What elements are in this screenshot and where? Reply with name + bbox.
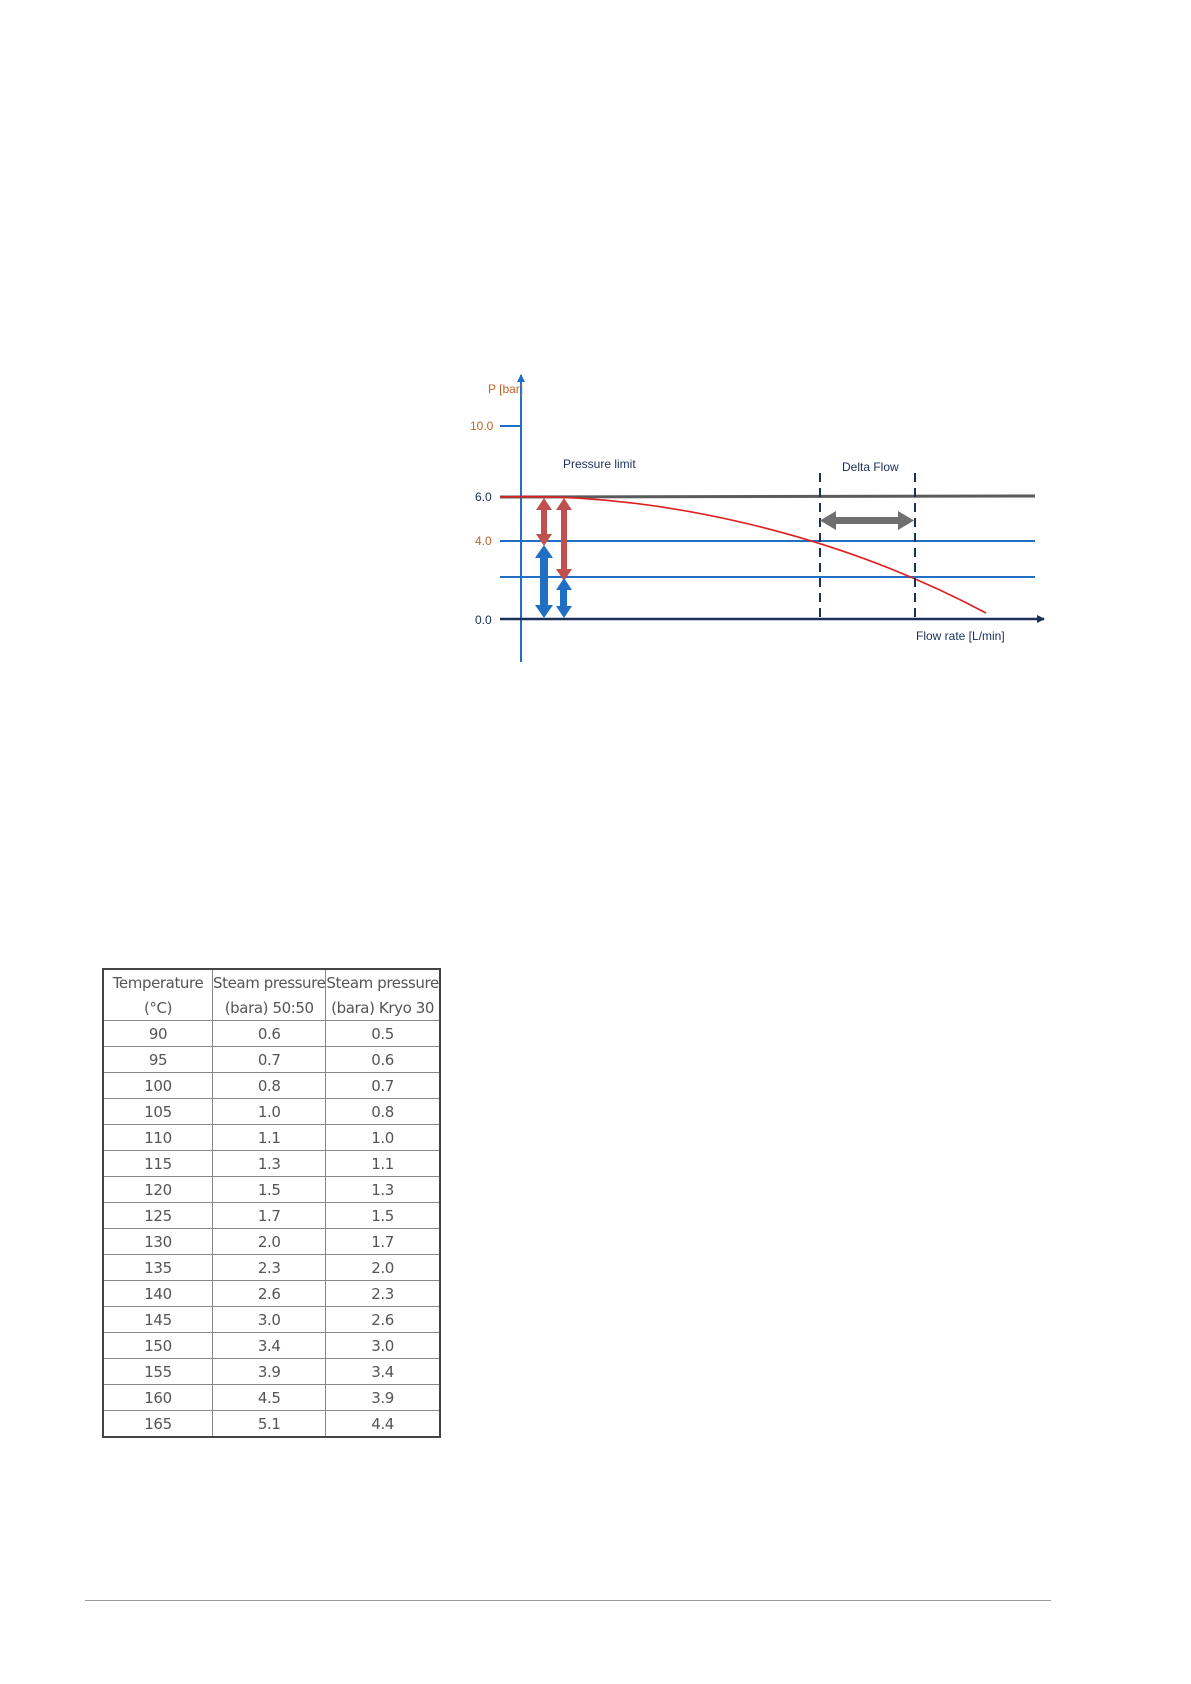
header-steam-pressure-5050: Steam pressure (213, 969, 326, 995)
pressure-5050-cell: 0.7 (213, 1047, 326, 1073)
y-tick-label-10: 10.0 (470, 419, 494, 433)
pressure-5050-cell: 2.0 (213, 1229, 326, 1255)
table-row (103, 1203, 440, 1229)
table-row (103, 1255, 440, 1281)
table-row (103, 1229, 440, 1255)
table-row (103, 1411, 440, 1438)
temperature-cell: 125 (103, 1203, 213, 1229)
pressure-5050-cell: 2.6 (213, 1281, 326, 1307)
y-tick-label-0: 0.0 (475, 613, 492, 627)
delta-flow-arrow (820, 511, 914, 530)
temperature-cell: 150 (103, 1333, 213, 1359)
pressure-5050-cell: 1.1 (213, 1125, 326, 1151)
pressure-kryo30-cell: 1.5 (326, 1203, 440, 1229)
table-row (103, 1151, 440, 1177)
pressure-kryo30-cell: 3.0 (326, 1333, 440, 1359)
table-row (103, 1021, 440, 1047)
temperature-cell: 100 (103, 1073, 213, 1099)
x-axis-label: Flow rate [L/min] (916, 629, 1005, 643)
pressure-5050-cell: 1.0 (213, 1099, 326, 1125)
temperature-cell: 110 (103, 1125, 213, 1151)
pressure-5050-cell: 0.8 (213, 1073, 326, 1099)
pressure-kryo30-cell: 0.5 (326, 1021, 440, 1047)
delta-flow-label: Delta Flow (842, 460, 899, 474)
table-header-row (103, 995, 440, 1021)
table-row (103, 1333, 440, 1359)
temperature-cell: 155 (103, 1359, 213, 1385)
pressure-5050-cell: 2.3 (213, 1255, 326, 1281)
table-body (103, 1021, 440, 1438)
pressure-kryo30-cell: 1.0 (326, 1125, 440, 1151)
temperature-cell: 165 (103, 1411, 213, 1438)
pressure-5050-cell: 3.9 (213, 1359, 326, 1385)
pressure-5050-cell: 5.1 (213, 1411, 326, 1438)
pressure-kryo30-cell: 3.9 (326, 1385, 440, 1411)
pressure-kryo30-cell: 2.3 (326, 1281, 440, 1307)
y-axis-label: P [bar] (488, 382, 524, 396)
pressure-limit-label: Pressure limit (563, 457, 636, 471)
red-arrow-short (536, 498, 552, 546)
pressure-kryo30-cell: 1.7 (326, 1229, 440, 1255)
temperature-cell: 95 (103, 1047, 213, 1073)
pressure-5050-cell: 4.5 (213, 1385, 326, 1411)
pressure-5050-cell: 3.0 (213, 1307, 326, 1333)
pressure-5050-cell: 3.4 (213, 1333, 326, 1359)
y-tick-label-6: 6.0 (475, 490, 492, 504)
footer-divider (85, 1600, 1051, 1601)
header-temperature-unit: (°C) (103, 995, 213, 1021)
pressure-kryo30-cell: 3.4 (326, 1359, 440, 1385)
header-temperature: Temperature (103, 969, 213, 995)
pressure-5050-cell: 1.7 (213, 1203, 326, 1229)
table-row (103, 1307, 440, 1333)
temperature-cell: 145 (103, 1307, 213, 1333)
temperature-cell: 115 (103, 1151, 213, 1177)
pressure-kryo30-cell: 0.7 (326, 1073, 440, 1099)
blue-arrow-short (556, 578, 572, 618)
pressure-5050-cell: 1.3 (213, 1151, 326, 1177)
pressure-kryo30-cell: 0.6 (326, 1047, 440, 1073)
table-row (103, 1125, 440, 1151)
blue-arrow-long (535, 545, 553, 618)
temperature-cell: 140 (103, 1281, 213, 1307)
pressure-kryo30-cell: 2.6 (326, 1307, 440, 1333)
pressure-5050-cell: 1.5 (213, 1177, 326, 1203)
pressure-kryo30-cell: 1.3 (326, 1177, 440, 1203)
pressure-limit-line (500, 496, 1035, 497)
table-header-row (103, 969, 440, 995)
steam-pressure-table (102, 968, 441, 1438)
temperature-cell: 160 (103, 1385, 213, 1411)
temperature-cell: 120 (103, 1177, 213, 1203)
pressure-flow-diagram (440, 360, 1060, 670)
table-row (103, 1073, 440, 1099)
pressure-kryo30-cell: 2.0 (326, 1255, 440, 1281)
pressure-kryo30-cell: 1.1 (326, 1151, 440, 1177)
temperature-cell: 135 (103, 1255, 213, 1281)
y-tick-label-4: 4.0 (475, 534, 492, 548)
pressure-kryo30-cell: 0.8 (326, 1099, 440, 1125)
table-row (103, 1281, 440, 1307)
temperature-cell: 105 (103, 1099, 213, 1125)
header-5050-unit: (bara) 50:50 (213, 995, 326, 1021)
red-arrow-long (556, 498, 572, 581)
pressure-kryo30-cell: 4.4 (326, 1411, 440, 1438)
table-row (103, 1359, 440, 1385)
pump-curve (500, 497, 986, 613)
temperature-cell: 90 (103, 1021, 213, 1047)
table-row (103, 1177, 440, 1203)
header-steam-pressure-kryo30: Steam pressure (326, 969, 440, 995)
pressure-5050-cell: 0.6 (213, 1021, 326, 1047)
table-row (103, 1385, 440, 1411)
table-row (103, 1047, 440, 1073)
header-kryo30-unit: (bara) Kryo 30 (326, 995, 440, 1021)
table-row (103, 1099, 440, 1125)
pressure-flow-chart (440, 360, 1060, 670)
temperature-cell: 130 (103, 1229, 213, 1255)
